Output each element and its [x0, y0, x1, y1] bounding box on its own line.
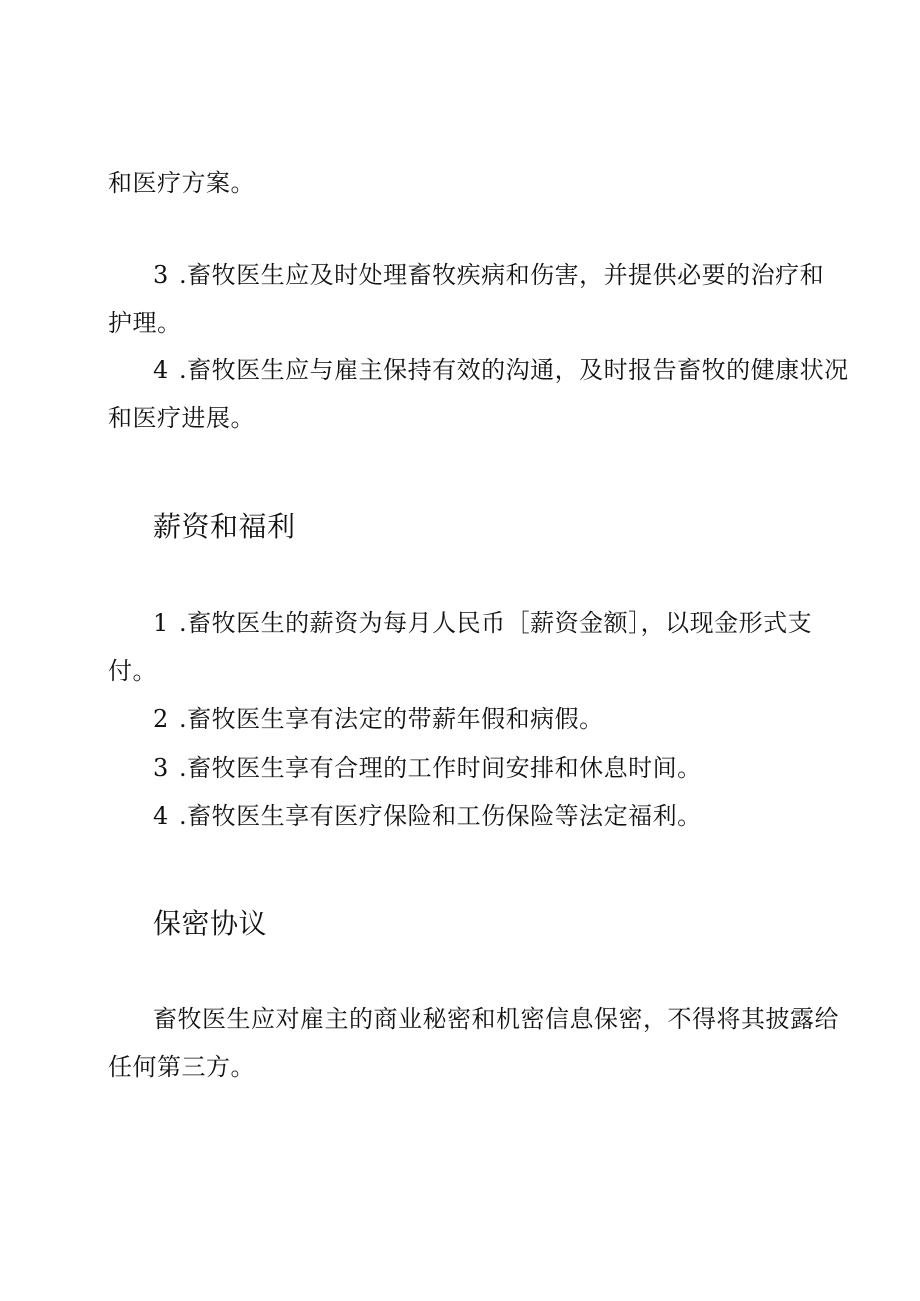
salary-item-3-number: 3 [153, 754, 169, 782]
duty-item-4-number: 4 [153, 356, 169, 384]
confidentiality-line-2: 任何第三方。 [108, 1053, 255, 1081]
duty-item-3-number: 3 [153, 261, 169, 289]
salary-item-2-number: 2 [153, 705, 169, 733]
duty-item-4-text: .畜牧医生应与雇主保持有效的沟通，及时报告畜牧的健康状况 [179, 356, 849, 384]
duty-item-3-line-1 [153, 260, 824, 290]
confidentiality-line-1: 畜牧医生应对雇主的商业秘密和机密信息保密，不得将其披露给 [153, 1005, 839, 1033]
salary-item-2 [153, 704, 604, 734]
duty-item-3-text: .畜牧医生应及时处理畜牧疾病和伤害，并提供必要的治疗和 [179, 261, 825, 289]
salary-item-3-text: .畜牧医生享有合理的工作时间安排和休息时间。 [179, 754, 702, 782]
salary-item-4-number: 4 [153, 802, 169, 830]
salary-item-1-number: 1 [153, 609, 169, 637]
salary-item-1-line-1 [153, 608, 812, 638]
salary-item-4-text: .畜牧医生享有医疗保险和工伤保险等法定福利。 [179, 802, 702, 830]
duty-item-3-line-2: 护理。 [108, 309, 182, 337]
duty-item-4-line-2: 和医疗进展。 [108, 404, 255, 432]
salary-item-1-line-2: 付。 [108, 657, 157, 685]
confidentiality-heading: 保密协议 [153, 907, 268, 940]
salary-item-2-text: .畜牧医生享有法定的带薪年假和病假。 [179, 705, 604, 733]
salary-item-4 [153, 801, 702, 831]
salary-item-1-text: .畜牧医生的薪资为每月人民币［薪资金额］，以现金形式支 [179, 609, 813, 637]
duty-item-4-line-1 [153, 355, 849, 385]
salary-heading: 薪资和福利 [153, 510, 296, 543]
salary-item-3 [153, 753, 702, 783]
duties-carry-over: 和医疗方案。 [108, 169, 255, 197]
